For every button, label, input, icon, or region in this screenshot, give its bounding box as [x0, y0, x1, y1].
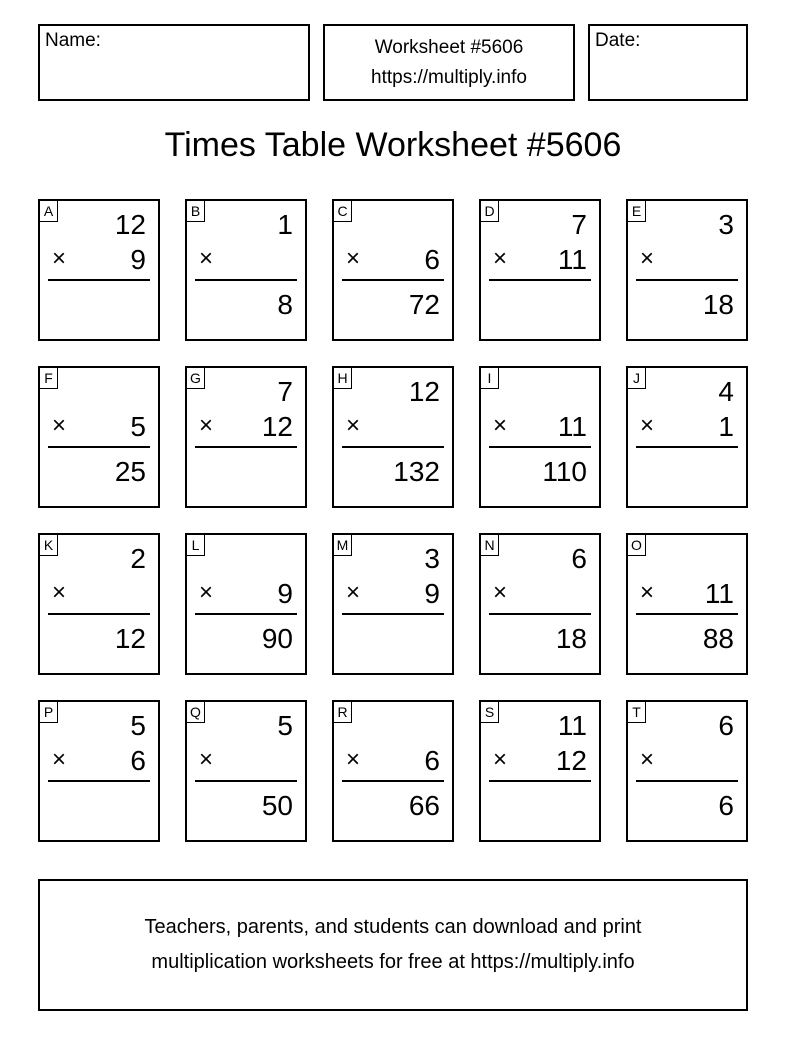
top-number: 12: [114, 209, 146, 240]
answer-line: [48, 780, 150, 782]
answer-line: [195, 613, 297, 615]
times-sign: ×: [493, 579, 508, 606]
problem-letter: Q: [186, 701, 205, 723]
bottom-number: 11: [557, 244, 587, 275]
top-number: 3: [718, 209, 734, 240]
name-label: Name:: [45, 30, 101, 51]
problem-letter: R: [333, 701, 352, 723]
answer-line: [342, 613, 444, 615]
top-number: 12: [408, 376, 440, 407]
problem-letter: B: [186, 200, 205, 222]
times-sign: ×: [199, 579, 214, 606]
top-number: 4: [718, 376, 734, 407]
problem-cell: [479, 199, 601, 341]
date-field-box: [588, 24, 748, 101]
top-number: 1: [277, 209, 293, 240]
problem-cell: [38, 533, 160, 675]
problem-cell: [38, 366, 160, 508]
problem-cell: [332, 199, 454, 341]
problem-letter: M: [333, 534, 352, 556]
answer-line: [489, 446, 591, 448]
bottom-number: 1: [718, 411, 734, 442]
top-number: 2: [130, 543, 146, 574]
answer-line: [48, 446, 150, 448]
footer-line-2: multiplication worksheets for free at https://multiply.info: [151, 951, 635, 973]
times-sign: ×: [52, 746, 67, 773]
times-sign: ×: [640, 245, 655, 272]
bottom-number: 5: [130, 411, 146, 442]
problem-letter: J: [627, 367, 646, 389]
page-title: Times Table Worksheet #5606: [164, 126, 622, 164]
problem-cell: [332, 533, 454, 675]
times-sign: ×: [199, 412, 214, 439]
bottom-number: 11: [704, 578, 734, 609]
problem-letter: N: [480, 534, 499, 556]
bottom-number: 12: [261, 411, 293, 442]
answer: 12: [114, 623, 146, 654]
problem-cell: [185, 199, 307, 341]
answer: 25: [114, 456, 146, 487]
problem-cell: [479, 366, 601, 508]
problem-cell: [626, 700, 748, 842]
problem-letter: H: [333, 367, 352, 389]
times-sign: ×: [52, 412, 67, 439]
answer: 66: [408, 790, 440, 821]
problem-cell: [626, 533, 748, 675]
bottom-number: 9: [130, 244, 146, 275]
times-sign: ×: [199, 245, 214, 272]
problem-cell: [626, 199, 748, 341]
top-number: 3: [424, 543, 440, 574]
answer-line: [636, 613, 738, 615]
problem-cell: [332, 700, 454, 842]
top-number: 11: [557, 710, 587, 741]
footer-line-1: Teachers, parents, and students can download and print: [144, 916, 642, 938]
bottom-number: 12: [555, 745, 587, 776]
problem-cell: [185, 366, 307, 508]
problem-cell: [626, 366, 748, 508]
answer-line: [48, 613, 150, 615]
top-number: 6: [571, 543, 587, 574]
answer-line: [636, 780, 738, 782]
answer-line: [195, 780, 297, 782]
times-sign: ×: [346, 245, 361, 272]
answer-line: [636, 446, 738, 448]
problem-letter: G: [186, 367, 205, 389]
times-sign: ×: [52, 579, 67, 606]
answer-line: [48, 279, 150, 281]
problem-cell: [479, 700, 601, 842]
times-sign: ×: [493, 245, 508, 272]
times-sign: ×: [493, 412, 508, 439]
times-sign: ×: [346, 746, 361, 773]
problem-letter: I: [480, 367, 499, 389]
times-sign: ×: [640, 579, 655, 606]
problem-cell: [185, 533, 307, 675]
answer-line: [636, 279, 738, 281]
problem-letter: C: [333, 200, 352, 222]
answer-line: [342, 780, 444, 782]
bottom-number: 6: [424, 244, 440, 275]
problem-cell: [332, 366, 454, 508]
problem-cell: [38, 700, 160, 842]
times-sign: ×: [640, 412, 655, 439]
worksheet-url: https://multiply.info: [371, 67, 527, 88]
answer-line: [195, 279, 297, 281]
times-sign: ×: [640, 746, 655, 773]
answer-line: [489, 279, 591, 281]
answer: 6: [718, 790, 734, 821]
answer-line: [489, 613, 591, 615]
footer-box: [38, 879, 748, 1011]
problem-cell: [38, 199, 160, 341]
problem-letter: E: [627, 200, 646, 222]
problem-letter: T: [627, 701, 646, 723]
bottom-number: 6: [130, 745, 146, 776]
problem-cell: [185, 700, 307, 842]
problem-letter: F: [39, 367, 58, 389]
worksheet-number: Worksheet #5606: [374, 37, 524, 58]
bottom-number: 6: [424, 745, 440, 776]
top-number: 5: [130, 710, 146, 741]
name-field-box: [38, 24, 310, 101]
problem-letter: K: [39, 534, 58, 556]
problem-letter: L: [186, 534, 205, 556]
times-sign: ×: [346, 579, 361, 606]
answer: 18: [702, 289, 734, 320]
date-label: Date:: [595, 30, 641, 51]
answer-line: [342, 279, 444, 281]
top-number: 5: [277, 710, 293, 741]
answer: 50: [261, 790, 293, 821]
problem-letter: D: [480, 200, 499, 222]
problem-letter: O: [627, 534, 646, 556]
top-number: 7: [571, 209, 587, 240]
answer: 8: [277, 289, 293, 320]
top-number: 7: [277, 376, 293, 407]
times-sign: ×: [199, 746, 214, 773]
problem-letter: P: [39, 701, 58, 723]
bottom-number: 11: [557, 411, 587, 442]
bottom-number: 9: [424, 578, 440, 609]
top-number: 6: [718, 710, 734, 741]
answer: 88: [702, 623, 734, 654]
times-sign: ×: [52, 245, 67, 272]
times-sign: ×: [346, 412, 361, 439]
answer: 18: [555, 623, 587, 654]
answer: 110: [542, 456, 587, 487]
answer: 72: [408, 289, 440, 320]
answer-line: [489, 780, 591, 782]
problem-cell: [479, 533, 601, 675]
answer: 132: [393, 456, 440, 487]
answer-line: [342, 446, 444, 448]
times-sign: ×: [493, 746, 508, 773]
bottom-number: 9: [277, 578, 293, 609]
problem-letter: A: [39, 200, 58, 222]
answer-line: [195, 446, 297, 448]
problem-letter: S: [480, 701, 499, 723]
answer: 90: [261, 623, 293, 654]
worksheet-info-box: [323, 24, 575, 101]
